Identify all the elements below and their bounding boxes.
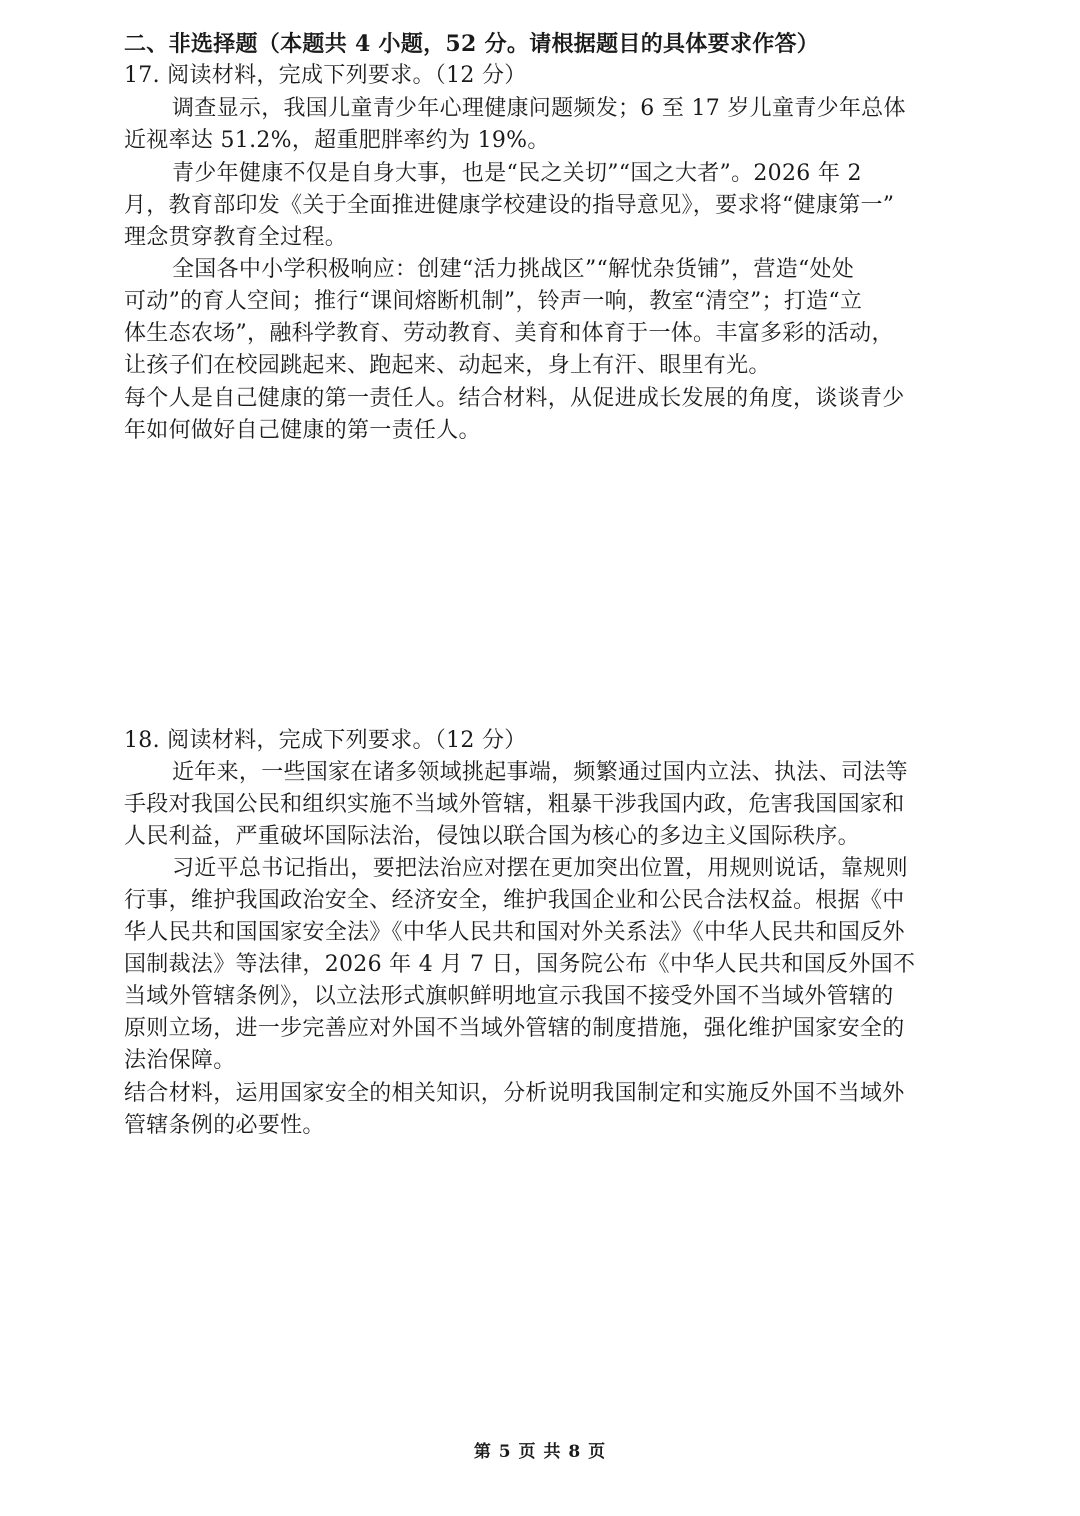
- q18-paragraph-2-line-4: 国制裁法》等法律，2026 年 4 月 7 日，国务院公布《中华人民共和国反外国不: [124, 952, 916, 977]
- q17-paragraph-2-line-1: 青少年健康不仅是自身大事，也是“民之关切”“国之大者”。2026 年 2: [172, 161, 862, 186]
- section-heading: 二、非选择题（本题共 4 小题，52 分。请根据题目的具体要求作答）: [124, 31, 820, 57]
- q17-question-line-2: 年如何做好自己健康的第一责任人。: [124, 418, 481, 443]
- q17-paragraph-3-line-1: 全国各中小学积极响应：创建“活力挑战区”“解忧杂货铺”，营造“处处: [172, 257, 855, 282]
- q18-question-line-1: 结合材料，运用国家安全的相关知识，分析说明我国制定和实施反外国不当域外: [124, 1081, 905, 1106]
- q18-paragraph-1-line-1: 近年来，一些国家在诸多领域挑起事端，频繁通过国内立法、执法、司法等: [172, 760, 908, 785]
- q17-paragraph-1-line-2: 近视率达 51.2%，超重肥胖率约为 19%。: [124, 128, 550, 153]
- q18-paragraph-1-line-3: 人民利益，严重破坏国际法治，侵蚀以联合国为核心的多边主义国际秩序。: [124, 824, 860, 849]
- q17-paragraph-2-line-3: 理念贯穿教育全过程。: [124, 225, 348, 250]
- page-number-footer: 第 5 页 共 8 页: [473, 1442, 607, 1462]
- q18-paragraph-2-line-5: 当域外管辖条例》，以立法形式旗帜鲜明地宣示我国不接受外国不当域外管辖的: [124, 984, 894, 1009]
- q17-paragraph-3-line-4: 让孩子们在校园跳起来、跑起来、动起来，身上有汗、眼里有光。: [124, 353, 771, 378]
- q18-paragraph-2-line-2: 行事，维护我国政治安全、经济安全，维护我国企业和公民合法权益。根据《中: [124, 888, 905, 913]
- q18-paragraph-2-line-3: 华人民共和国国家安全法》《中华人民共和国对外关系法》《中华人民共和国反外: [124, 920, 905, 945]
- q17-question-line-1: 每个人是自己健康的第一责任人。结合材料，从促进成长发展的角度，谈谈青少: [124, 386, 905, 411]
- q17-paragraph-2-line-2: 月，教育部印发《关于全面推进健康学校建设的指导意见》，要求将“健康第一”: [124, 193, 895, 218]
- q18-question-line-2: 管辖条例的必要性。: [124, 1113, 325, 1138]
- q18-paragraph-2-line-1: 习近平总书记指出，要把法治应对摆在更加突出位置，用规则说话，靠规则: [172, 856, 908, 881]
- question-18-number: 18. 阅读材料，完成下列要求。（12 分）: [124, 728, 527, 753]
- q17-paragraph-1-line-1: 调查显示，我国儿童青少年心理健康问题频发；6 至 17 岁儿童青少年总体: [172, 96, 906, 121]
- q18-paragraph-2-line-6: 原则立场，进一步完善应对外国不当域外管辖的制度措施，强化维护国家安全的: [124, 1016, 905, 1041]
- q17-paragraph-3-line-2: 可动”的育人空间；推行“课间熔断机制”，铃声一响，教室“清空”；打造“立: [124, 289, 863, 314]
- q18-paragraph-2-line-7: 法治保障。: [124, 1048, 236, 1073]
- q18-paragraph-1-line-2: 手段对我国公民和组织实施不当域外管辖，粗暴干涉我国内政，危害我国国家和: [124, 792, 905, 817]
- q17-paragraph-3-line-3: 体生态农场”，融科学教育、劳动教育、美育和体育于一体。丰富多彩的活动，: [124, 321, 894, 346]
- question-17-number: 17. 阅读材料，完成下列要求。（12 分）: [124, 63, 527, 88]
